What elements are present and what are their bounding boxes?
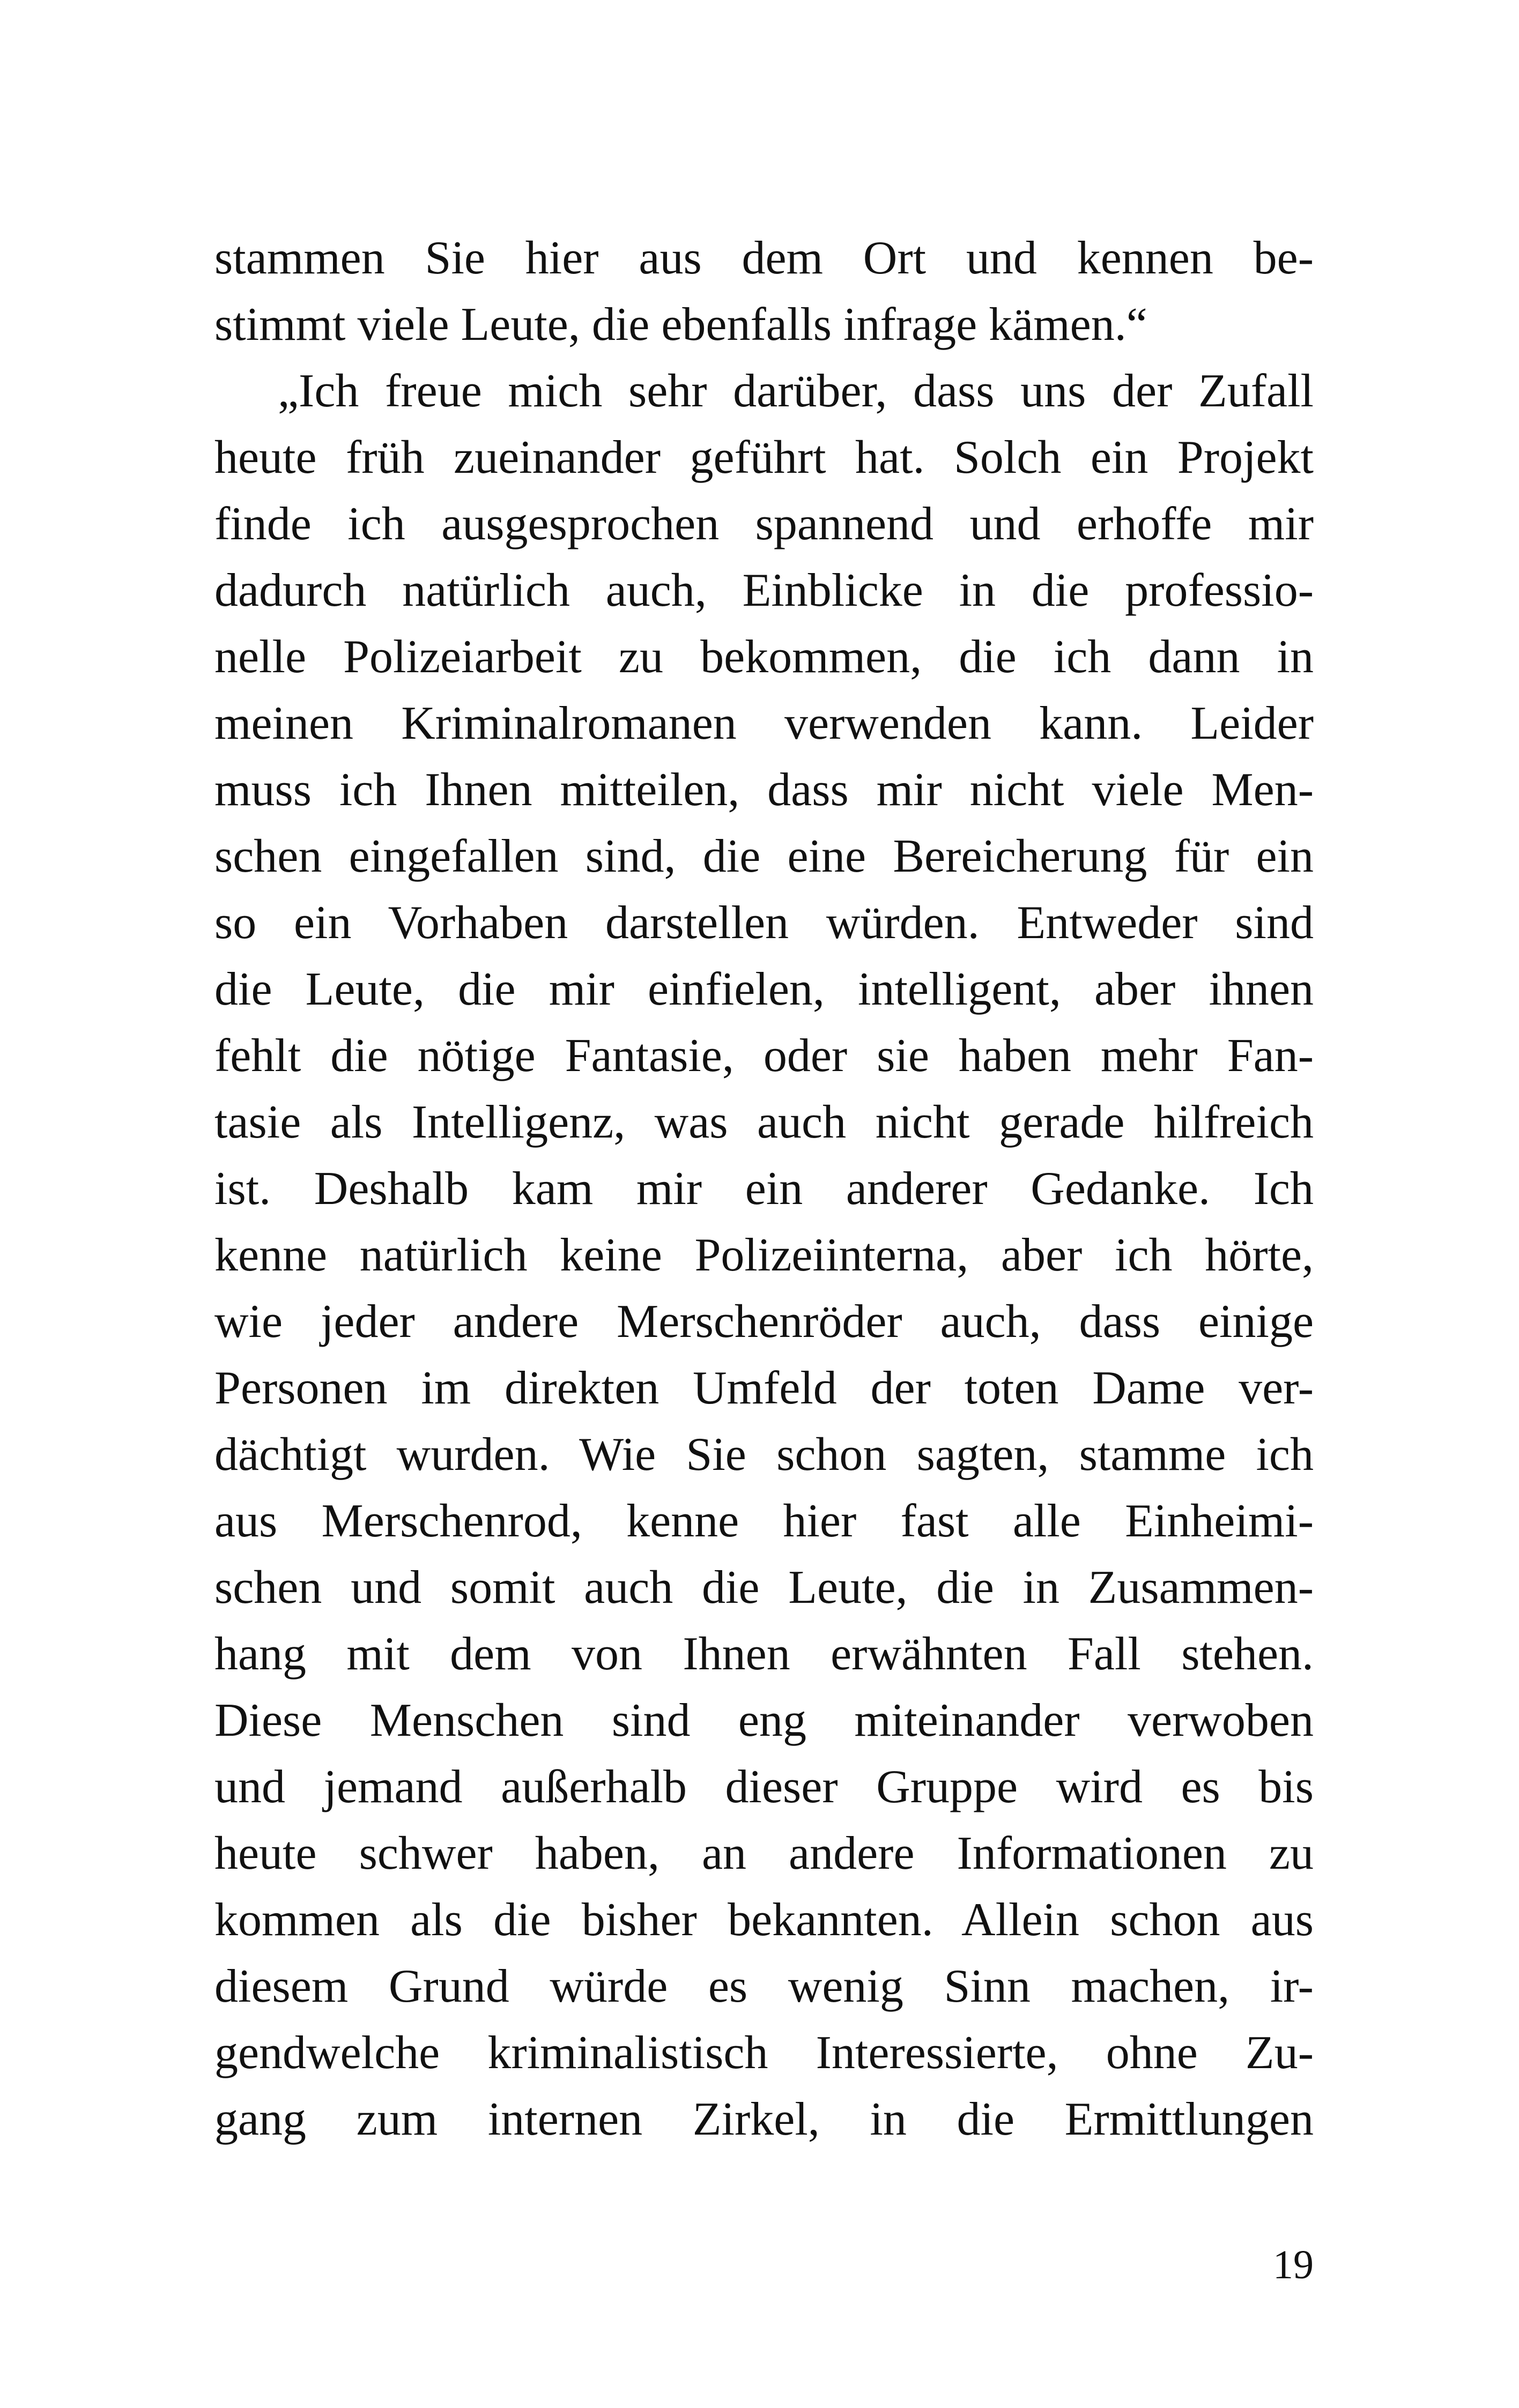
text-line: schen eingefallen sind, die eine Bereicherung für ein bbox=[214, 830, 1314, 882]
page-number: 19 bbox=[1273, 2242, 1314, 2287]
text-line: finde ich ausgesprochen spannend und erhoffe mir bbox=[214, 498, 1314, 550]
text-line: stimmt viele Leute, die ebenfalls infrage kämen.“ bbox=[214, 299, 1147, 351]
text-line: dadurch natürlich auch, Einblicke in die professio- bbox=[214, 564, 1314, 616]
text-line: aus Merschenrod, kenne hier fast alle Einheimi- bbox=[214, 1495, 1314, 1547]
text-line: heute früh zueinander geführt hat. Solch ein Projekt bbox=[214, 432, 1314, 484]
text-line: dächtigt wurden. Wie Sie schon sagten, stamme ich bbox=[214, 1429, 1314, 1481]
text-line: ist. Deshalb kam mir ein anderer Gedanke. Ich bbox=[214, 1163, 1314, 1215]
text-line: diesem Grund würde es wenig Sinn machen, ir- bbox=[214, 1960, 1314, 2012]
text-line: schen und somit auch die Leute, die in Zusammen- bbox=[214, 1562, 1314, 1614]
paragraph-first-line: „Ich freue mich sehr darüber, dass uns der Zufall bbox=[278, 365, 1314, 417]
text-line: tasie als Intelligenz, was auch nicht gerade hilfreich bbox=[214, 1096, 1314, 1148]
text-line: nelle Polizeiarbeit zu bekommen, die ich dann in bbox=[214, 631, 1314, 683]
text-line: Personen im direkten Umfeld der toten Dame ver- bbox=[214, 1362, 1314, 1414]
text-line: muss ich Ihnen mitteilen, dass mir nicht viele Men- bbox=[214, 764, 1314, 816]
text-line: kenne natürlich keine Polizeiinterna, aber ich hörte, bbox=[214, 1229, 1314, 1281]
text-line: heute schwer haben, an andere Informationen zu bbox=[214, 1827, 1314, 1879]
text-line: gendwelche kriminalistisch Interessierte, ohne Zu- bbox=[214, 2027, 1314, 2079]
text-line: die Leute, die mir einfielen, intelligent, aber ihnen bbox=[214, 963, 1314, 1015]
text-line: so ein Vorhaben darstellen würden. Entweder sind bbox=[214, 897, 1314, 949]
text-line: meinen Kriminalromanen verwenden kann. Leider bbox=[214, 697, 1314, 749]
text-line: kommen als die bisher bekannten. Allein schon aus bbox=[214, 1894, 1314, 1946]
text-line: und jemand außerhalb dieser Gruppe wird es bis bbox=[214, 1761, 1314, 1813]
text-line: Diese Menschen sind eng miteinander verwoben bbox=[214, 1694, 1314, 1746]
text-line: stammen Sie hier aus dem Ort und kennen be- bbox=[214, 232, 1314, 284]
text-line: gang zum internen Zirkel, in die Ermittlungen bbox=[214, 2093, 1314, 2145]
text-line: hang mit dem von Ihnen erwähnten Fall stehen. bbox=[214, 1628, 1314, 1680]
text-line: fehlt die nötige Fantasie, oder sie haben mehr Fan- bbox=[214, 1030, 1314, 1082]
text-line: wie jeder andere Merschenröder auch, dass einige bbox=[214, 1296, 1314, 1348]
body-text bbox=[214, 225, 1314, 2153]
